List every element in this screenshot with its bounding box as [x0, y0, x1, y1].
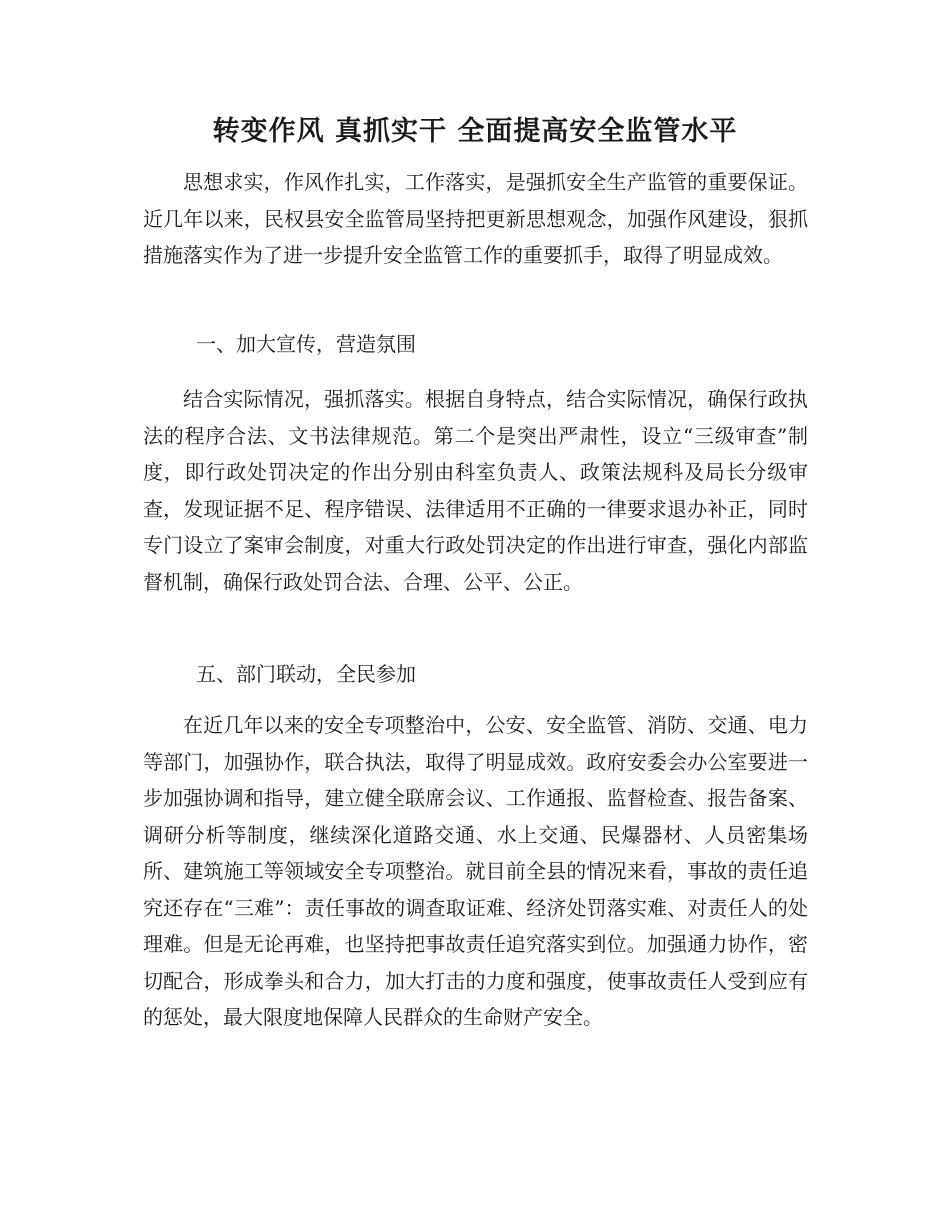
document-title: 转变作风 真抓实干 全面提高安全监管水平 [212, 116, 738, 147]
section-heading-5: 五、部门联动，全民参加 [196, 662, 416, 686]
section-heading-1: 一、加大宣传，营造氛围 [196, 332, 416, 356]
section-5-paragraph: 在近几年以来的安全专项整治中，公安、安全监管、消防、交通、电力等部门，加强协作，联合执法，取得了明显成效。政府安委会办公室要进一步加强协调和指导，建立健全联席会议、工作通报、监督检查、报告备案、调研分析等制度，继续深化道路交通、水上交通、民爆器材、人员密集场所、建筑施工等领域安全专项整治。就目前全县的情况来看，事故的责任追究还存在“三难”：责任事故的调查取证难、经济处罚落实难、对责任人的处理难。但是无论再难，也坚持把事故责任追究落实到位。加强通力协作，密切配合，形成拳头和合力，加大打击的力度和强度，使事故责任人受到应有的惩处，最大限度地保障人民群众的生命财产安全。 [143, 713, 808, 1029]
section-1-paragraph: 结合实际情况，强抓落实。根据自身特点，结合实际情况，确保行政执法的程序合法、文书法律规范。第二个是突出严肃性，设立“三级审查”制度，即行政处罚决定的作出分别由科室负责人、政策法规科及局长分级审查，发现证据不足、程序错误、法律适用不正确的一律要求退办补正，同时专门设立了案审会制度，对重大行政处罚决定的作出进行审查，强化内部监督机制，确保行政处罚合法、合理、公平、公正。 [143, 387, 808, 594]
intro-paragraph: 思想求实，作风作扎实，工作落实，是强抓安全生产监管的重要保证。近几年以来，民权县安全监管局坚持把更新思想观念，加强作风建设，狠抓措施落实作为了进一步提升安全监管工作的重要抓手，取得了明显成效。 [143, 170, 808, 267]
